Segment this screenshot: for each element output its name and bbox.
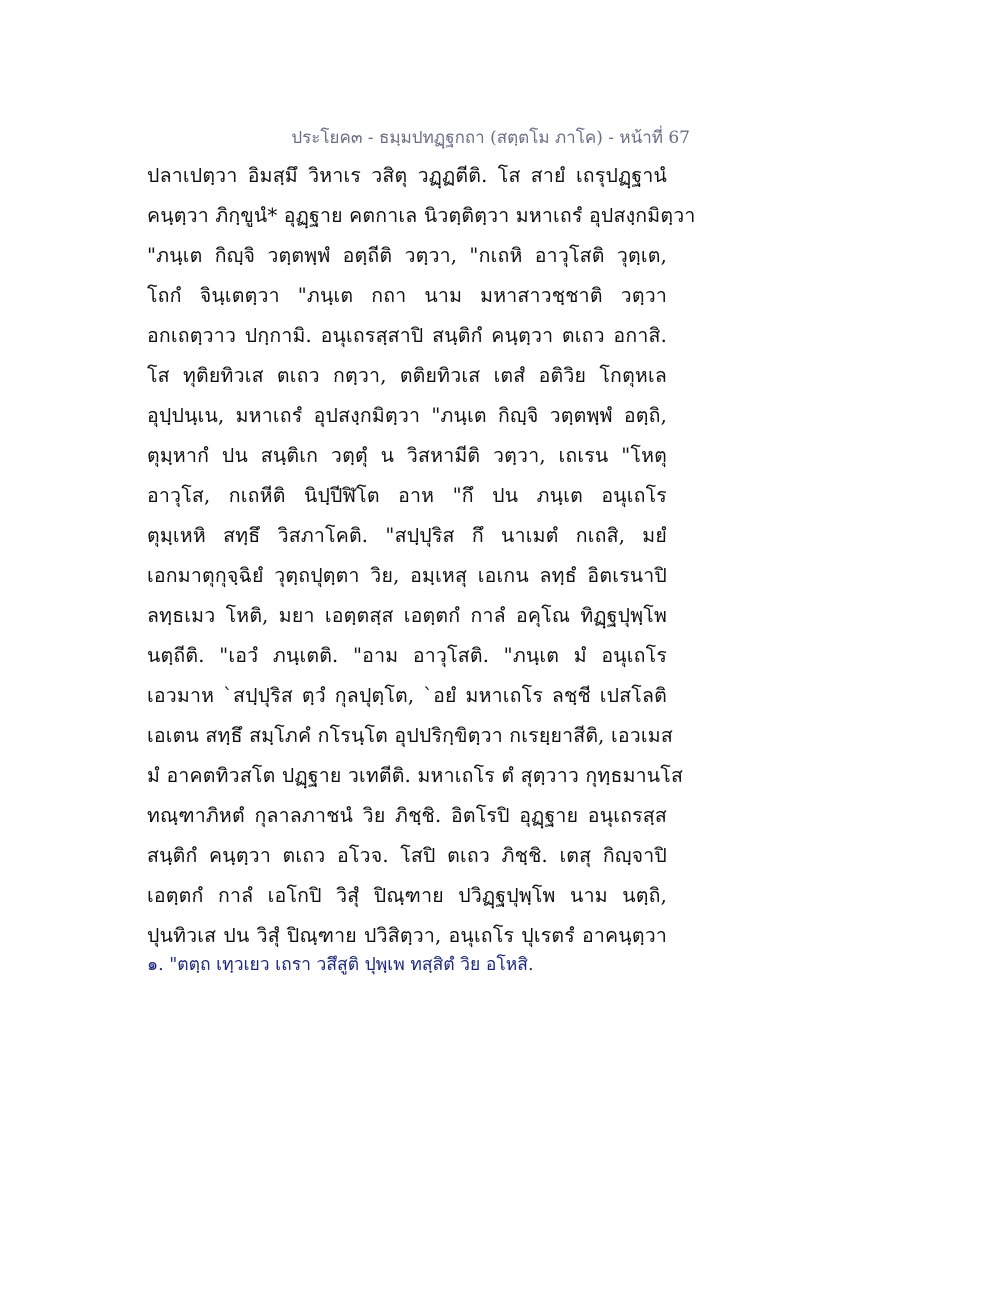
text-line: ตุมฺเหหิ สทฺธึ วิสภาโคติ. "สปฺปุริส กึ นาเมตํ กเถสิ, มยํ <box>147 524 667 547</box>
text-line: ลทฺธเมว โหติ, มยา เอตฺตสฺส เอตฺตกํ กาลํ อคุโณ ทิฏฺฐปุพฺโพ <box>147 604 667 627</box>
text-line: โส ทุติยทิวเส ตเถว กตฺวา, ตติยทิวเส เตสํ อติวิย โกตุหเล <box>147 364 667 387</box>
text-line: อุปฺปนฺเน, มหาเถรํ อุปสงฺกมิตฺวา "ภนฺเต กิญฺจิ วตฺตพฺพํ อตฺถิ, <box>147 404 667 427</box>
text-line: ปลาเปตฺวา อิมสฺมึ วิหาเร วสิตุ วฏฺฏตีติ. โส สายํ เถรุปฏฺฐานํ <box>147 164 667 187</box>
page-header: ประโยค๓ - ธมฺมปทฏฺฐกถา (สตฺตโม ภาโค) - หน้าที่ 67 <box>291 128 690 148</box>
text-line: ทณฺฑาภิหตํ กุลาลภาชนํ วิย ภิชฺชิ. อิตโรปิ อุฏฺฐาย อนุเถรสฺส <box>147 804 667 827</box>
text-line: อกเถตฺวาว ปกฺกามิ. อนุเถรสฺสาปิ สนฺติกํ คนฺตฺวา ตเถว อกาสิ. <box>147 324 667 347</box>
text-line: นตฺถีติ. "เอวํ ภนฺเตติ. "อาม อาวุโสติ. "ภนฺเต มํ อนุเถโร <box>147 644 667 667</box>
body-text <box>147 156 696 956</box>
text-line: มํ อาคตทิวสโต ปฏฺฐาย วเทตีติ. มหาเถโร ตํ สุตฺวาว กุทฺธมานโส <box>147 764 684 787</box>
text-line: โถกํ จินฺเตตฺวา "ภนฺเต กถา นาม มหาสาวชฺชาติ วตฺวา <box>147 284 667 307</box>
text-line: อาวุโส, กเถหีติ นิปฺปีฬิโต อาห "กึ ปน ภนฺเต อนุเถโร <box>147 484 667 507</box>
text-line: เอตฺตกํ กาลํ เอโกปิ วิสุํ ปิณฺฑาย ปวิฏฺฐปุพฺโพ นาม นตฺถิ, <box>147 884 667 907</box>
text-line: "ภนฺเต กิญฺจิ วตฺตพฺพํ อตฺถีติ วตฺวา, "กเถหิ อาวุโสติ วุตฺเต, <box>147 244 667 267</box>
text-line: เอเตน สทฺธึ สมฺโภคํ กโรนฺโต อุปปริกฺขิตฺวา กเรยฺยาสีติ, เอวเมส <box>147 724 673 747</box>
text-line: เอกมาตุกุจฺฉิยํ วุตฺถปุตฺตา วิย, อมฺเหสุ เอเกน ลทฺธํ อิตเรนาปิ <box>147 564 667 587</box>
text-line: คนฺตฺวา ภิกฺขูนํ* อุฏฺฐาย คตกาเล นิวตฺติตฺวา มหาเถรํ อุปสงฺกมิตฺวา <box>147 204 696 227</box>
text-line: ตุมฺหากํ ปน สนฺติเก วตฺตุํ น วิสหามีติ วตฺวา, เถเรน "โหตุ <box>147 444 667 467</box>
footnote: ๑. "ตตฺถ เทฺวเยว เถรา วสึสูติ ปุพฺเพ ทสฺสิตํ วิย อโหสิ. <box>147 955 534 975</box>
text-line: เอวมาห `สปฺปุริส ตฺวํ กุลปุตฺโต, `อยํ มหาเถโร ลชฺชี เปสโลติ <box>147 684 667 707</box>
text-line: ปุนทิวเส ปน วิสุํ ปิณฺฑาย ปวิสิตฺวา, อนุเถโร ปุเรตรํ อาคนฺตฺวา <box>147 924 667 947</box>
text-line: สนฺติกํ คนฺตฺวา ตเถว อโวจ. โสปิ ตเถว ภิชฺชิ. เตสุ กิญฺจาปิ <box>147 844 667 867</box>
